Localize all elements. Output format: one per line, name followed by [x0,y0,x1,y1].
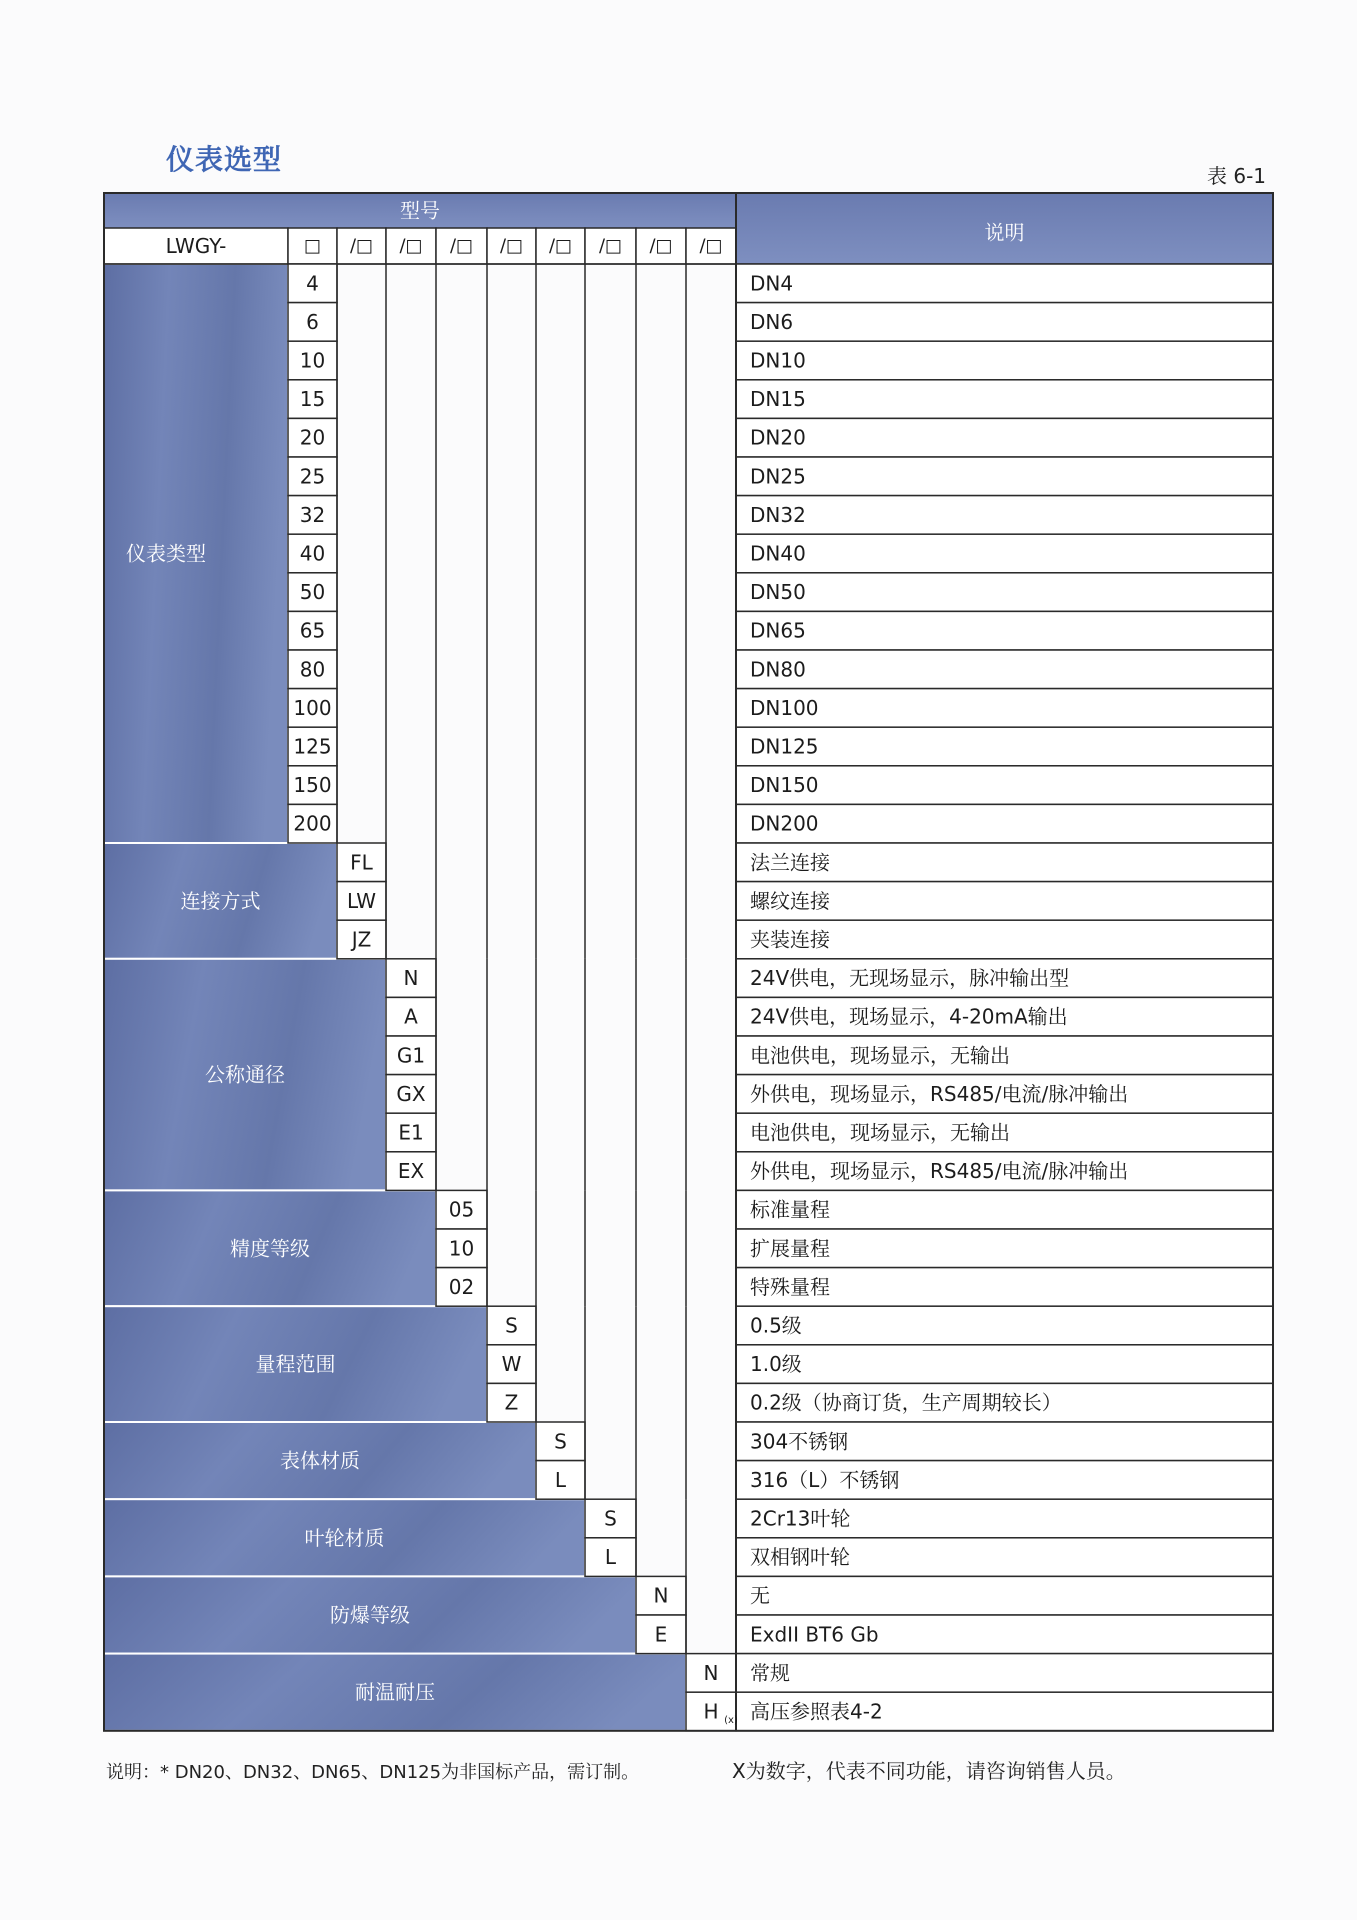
code-value: 10 [299,348,326,373]
code-value: 125 [293,734,332,759]
code-value: N [703,1660,719,1685]
code-value: 80 [299,657,326,682]
description-value: ExdII BT6 Gb [750,1622,879,1647]
description-value: DN150 [750,773,819,798]
code-value: L [554,1467,567,1492]
group-label: 叶轮材质 [304,1525,385,1550]
description-value: DN25 [750,464,806,489]
description-value: 夹装连接 [750,927,830,952]
description-value: DN20 [750,425,806,450]
model-slot-label: /□ [399,235,423,257]
description-value: 高压参照表4-2 [750,1699,883,1724]
group-label: 连接方式 [180,888,261,913]
group-label: 仪表类型 [126,541,206,566]
table-number: 表 6-1 [1207,164,1267,188]
code-value: 4 [306,271,319,296]
description-cell [736,611,1273,650]
description-value: 双相钢叶轮 [750,1545,850,1570]
code-value: LW [346,888,377,913]
prefix-label: LWGY- [165,234,227,258]
description-cell [736,264,1273,303]
group-label: 防爆等级 [330,1603,410,1627]
description-value: 0.2级（协商订货，生产周期较长） [750,1390,1062,1415]
description-value: DN125 [750,734,819,759]
description-value: 法兰连接 [750,850,830,875]
description-value: DN40 [750,541,806,566]
model-slot-label: /□ [548,235,573,257]
model-slot-label: /□ [699,235,723,257]
description-cell [736,534,1273,573]
description-cell [736,457,1273,496]
code-value: 20 [299,425,326,450]
code-value: 15 [299,387,326,412]
code-value: GX [396,1081,426,1106]
description-cell [736,496,1273,535]
description-cell [736,1345,1273,1384]
model-slot-label: □ [303,235,322,257]
code-value: S [554,1429,567,1454]
group-label: 量程范围 [255,1352,336,1377]
description-value: 扩展量程 [750,1236,830,1261]
code-value: H [703,1699,719,1724]
page-title: 仪表选型 [166,143,283,176]
code-value: 50 [299,580,326,605]
description-value: 无 [750,1583,770,1608]
code-value: EX [397,1159,425,1184]
code-value: 200 [293,811,332,836]
code-value: Z [504,1390,519,1415]
description-value: 螺纹连接 [750,888,830,913]
description-value: 常规 [750,1660,790,1685]
code-value: W [501,1352,522,1377]
footnote-left: 说明：* DN20、DN32、DN65、DN125为非国标产品，需订制。 [106,1762,640,1783]
description-cell [736,1306,1273,1345]
group-label: 精度等级 [230,1236,310,1261]
description-cell [736,1654,1273,1693]
description-value: 304不锈钢 [750,1429,849,1454]
description-value: DN65 [750,618,806,643]
code-value: L [604,1545,617,1570]
model-slot-label: /□ [649,235,673,257]
description-cell [736,380,1273,419]
description-value: 标准量程 [750,1197,830,1222]
code-value: 05 [448,1197,475,1222]
code-value: A [404,1004,418,1029]
code-value: 02 [448,1274,475,1299]
code-value: 150 [293,773,332,798]
code-value: FL [350,850,373,875]
description-value: 电池供电，现场显示，无输出 [750,1120,1010,1145]
description-value: DN4 [750,271,794,296]
description-value: DN100 [750,695,819,720]
description-value: DN6 [750,309,794,334]
description-cell [736,1576,1273,1615]
model-slot-label: /□ [349,235,374,257]
code-value: S [604,1506,617,1531]
description-cell [736,303,1273,342]
model-slot-label: /□ [598,235,623,257]
code-value: 40 [299,541,326,566]
code-value: 25 [299,464,326,489]
description-value: DN200 [750,811,819,836]
code-value: E [654,1622,668,1647]
group-label: 耐温耐压 [355,1680,435,1705]
description-value: DN50 [750,580,806,605]
description-value: 外供电，现场显示，RS485/电流/脉冲输出 [750,1159,1129,1184]
description-value: DN10 [750,348,806,373]
description-value: 2Cr13叶轮 [750,1506,851,1531]
model-slot-label: /□ [449,235,474,257]
description-value: 0.5级 [750,1313,802,1338]
description-cell [736,341,1273,380]
description-value: 1.0级 [750,1352,802,1377]
description-value: 外供电，现场显示，RS485/电流/脉冲输出 [750,1081,1129,1106]
code-value: S [505,1313,518,1338]
code-value: 10 [448,1236,475,1261]
code-value: G1 [396,1043,426,1068]
code-value: N [653,1583,669,1608]
model-slot-label: /□ [499,235,524,257]
code-value: JZ [351,927,372,952]
code-value: 6 [306,309,319,334]
description-value: 电池供电，现场显示，无输出 [750,1043,1010,1068]
code-value: E1 [398,1120,424,1145]
description-value: DN32 [750,502,806,527]
description-value: 特殊量程 [750,1274,830,1299]
code-value: N [403,966,419,991]
description-value: 316（L）不锈钢 [750,1467,900,1492]
description-cell [736,573,1273,612]
description-cell [736,650,1273,689]
description-value: 24V供电，无现场显示，脉冲输出型 [750,966,1070,991]
code-value: 100 [293,695,332,720]
description-value: DN15 [750,387,806,412]
group-label: 表体材质 [280,1448,360,1473]
code-value: 65 [299,618,326,643]
description-header-label: 说明 [984,220,1025,245]
model-header-label: 型号 [400,198,440,223]
description-cell [736,418,1273,457]
code-subscript: (x) [724,1715,738,1726]
description-value: 24V供电，现场显示，4-20mA输出 [750,1004,1068,1029]
description-value: DN80 [750,657,806,682]
code-value: 32 [299,502,326,527]
group-label: 公称通径 [205,1062,285,1087]
footnote-right: X为数字，代表不同功能，请咨询销售人员。 [732,1759,1126,1783]
